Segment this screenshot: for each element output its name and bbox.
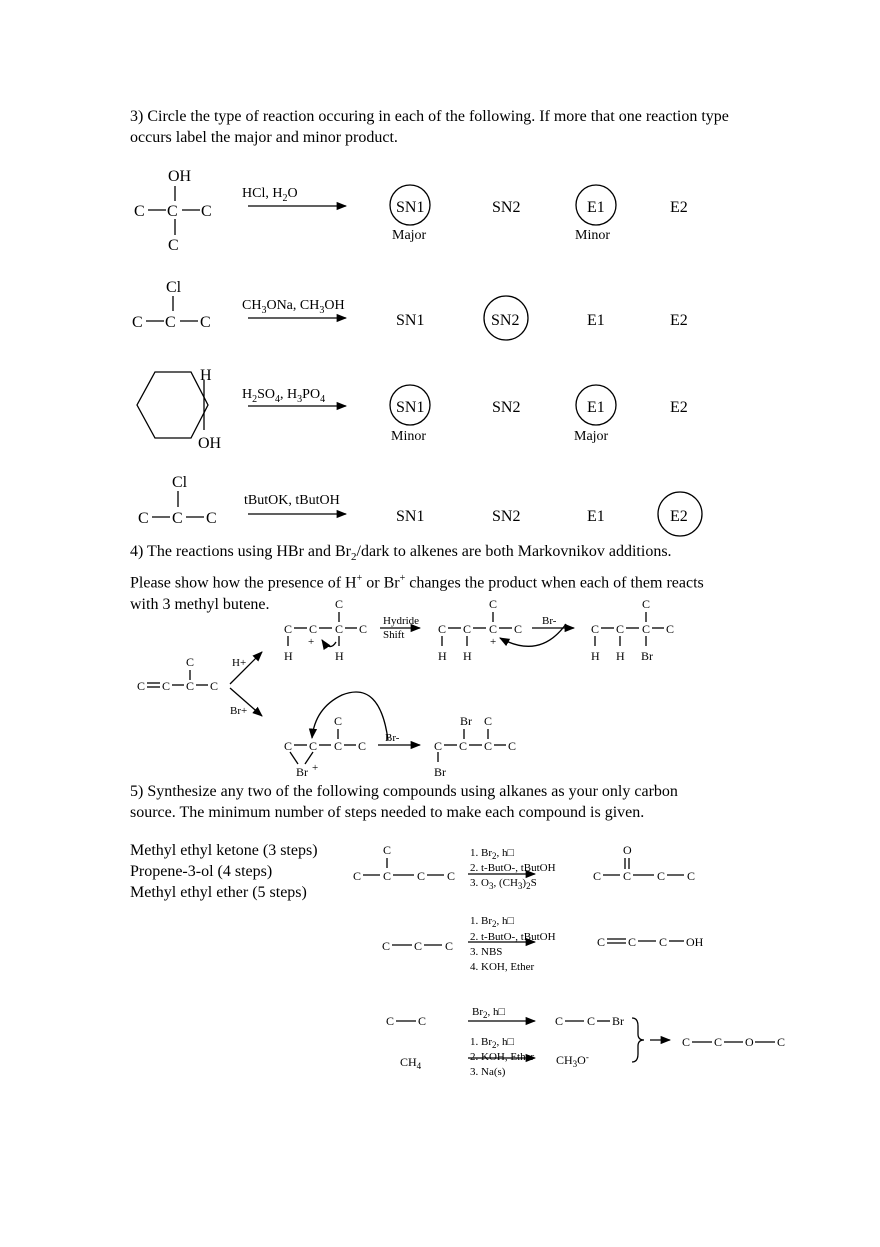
q4-h-plus: H+	[232, 657, 247, 669]
svg-text:C: C	[335, 622, 344, 636]
q5-route2-step4: 4. KOH, Ether	[470, 961, 535, 973]
svg-text:H: H	[463, 649, 472, 663]
q3-r1-molecule	[134, 168, 212, 254]
target-3: Methyl ethyl ether (5 steps)	[130, 884, 307, 901]
svg-text:C: C	[659, 935, 668, 949]
svg-text:C: C	[132, 314, 143, 331]
q5-route3-step2: 2. KOH, Ether	[470, 1051, 535, 1063]
q3-r1-e2: E2	[670, 199, 688, 216]
svg-text:C: C	[168, 237, 179, 254]
q3-r4-sn1: SN1	[396, 508, 425, 525]
svg-text:C: C	[657, 869, 666, 883]
svg-text:H: H	[616, 649, 625, 663]
question-3-text: 3) Circle the type of reaction occuring in each of the following. If more that one reaction type occurs label the major and minor product.	[130, 108, 729, 146]
q5-route1-product	[593, 843, 695, 883]
svg-text:C: C	[162, 679, 171, 693]
svg-text:C: C	[484, 714, 493, 728]
svg-text:C: C	[200, 314, 211, 331]
svg-text:CH3ONa, CH3OH: $CH_3ONa$, $CH_3OH$	[242, 298, 345, 316]
q3-r3-e1: E1	[587, 399, 605, 416]
q3-r1-minor: Minor	[575, 228, 610, 243]
svg-text:C: C	[623, 869, 632, 883]
q3-r2-e1: E1	[587, 312, 605, 329]
svg-text:C: C	[628, 935, 637, 949]
svg-text:Cl: Cl	[166, 279, 182, 296]
svg-text:C: C	[382, 939, 391, 953]
svg-text:C: C	[597, 935, 606, 949]
q3-r4-molecule	[138, 474, 217, 527]
svg-text:C: C	[445, 939, 454, 953]
q4-br-plus: Br+	[230, 705, 248, 717]
svg-text:C: C	[459, 739, 468, 753]
svg-text:C: C	[334, 714, 343, 728]
svg-text:C: C	[353, 869, 362, 883]
svg-text:C: C	[508, 739, 517, 753]
q5-route1-start	[353, 843, 455, 883]
svg-text:H: H	[284, 649, 293, 663]
q5-route3-ethane	[386, 1014, 426, 1028]
svg-text:+: +	[490, 636, 497, 648]
q3-r3-molecule	[137, 367, 222, 452]
svg-text:C: C	[167, 203, 178, 220]
svg-text:C: C	[514, 622, 523, 636]
svg-text:C: C	[335, 597, 344, 611]
q5-methane: $CH_4$	[400, 1055, 422, 1071]
svg-text:C: C	[358, 739, 367, 753]
q3-r4-arrow	[244, 493, 346, 514]
q3-r2-e2: E2	[670, 312, 688, 329]
q5-route3-step3: 3. Na(s)	[470, 1066, 506, 1078]
svg-text:C: C	[489, 597, 498, 611]
svg-text:C: C	[137, 679, 146, 693]
q4-br-minus-2: Br-	[385, 732, 400, 744]
svg-text:H2SO4, H3PO4: $H_2SO_4$, $H_3PO_4$	[242, 387, 326, 405]
svg-text:C: C	[201, 203, 212, 220]
q3-r1-arrow	[242, 186, 346, 206]
svg-text:C: C	[186, 655, 195, 669]
svg-text:C: C	[418, 1014, 427, 1028]
svg-text:Br: Br	[296, 765, 308, 779]
q5-route3-bromoethane	[555, 1014, 624, 1028]
svg-text:C: C	[172, 510, 183, 527]
q5-brace	[632, 1018, 644, 1062]
svg-text:C: C	[687, 869, 696, 883]
svg-text:C: C	[334, 739, 343, 753]
svg-text:O: O	[745, 1035, 754, 1049]
q5-route3-top: $Br_2$, h□	[472, 1006, 506, 1020]
q3-r2-arrow	[242, 298, 346, 318]
svg-text:C: C	[447, 869, 456, 883]
svg-text:C: C	[134, 203, 145, 220]
svg-text:C: C	[186, 679, 195, 693]
svg-text:Br: Br	[434, 765, 446, 779]
svg-text:OH: OH	[168, 168, 192, 185]
svg-text:C: C	[714, 1035, 723, 1049]
svg-text:H: H	[200, 367, 212, 384]
q5-route1-step1: 1. $Br_2$, h□	[470, 847, 515, 861]
svg-text:H: H	[335, 649, 344, 663]
q4-shift: Shift	[383, 629, 405, 641]
svg-text:Cl: Cl	[172, 474, 188, 491]
q5-route2-step1: 1. $Br_2$, h□	[470, 915, 515, 929]
svg-text:C: C	[438, 622, 447, 636]
target-1: Methyl ethyl ketone (3 steps)	[130, 842, 318, 859]
q3-r3-sn1: SN1	[396, 399, 425, 416]
q4-line1: 4) The reactions using HBr and $Br_2$/dark to alkenes are both Markovnikov additions.	[130, 543, 672, 564]
svg-text:H: H	[438, 649, 447, 663]
q4-starting-alkene	[137, 655, 218, 693]
q5-line2: source. The minimum number of steps needed to make each compound is given.	[130, 804, 645, 821]
svg-text:C: C	[138, 510, 149, 527]
q5-route3-product	[682, 1035, 785, 1049]
q4-carbocation-1	[284, 597, 367, 663]
svg-text:+: +	[312, 762, 319, 774]
q3-r3-major: Major	[574, 429, 609, 444]
svg-text:C: C	[383, 843, 392, 857]
q5-methoxide: $CH_3O^-$	[556, 1052, 589, 1069]
svg-text:tButOK, tButOH: tButOK, tButOH	[244, 493, 340, 508]
q5-route2-step3: 3. NBS	[470, 946, 503, 958]
svg-text:C: C	[383, 869, 392, 883]
svg-text:Br: Br	[612, 1014, 624, 1028]
svg-text:C: C	[616, 622, 625, 636]
q3-r1-sn2: SN2	[492, 199, 521, 216]
svg-text:Br: Br	[641, 649, 653, 663]
q4-carbocation-2	[438, 597, 566, 663]
q4-line3: with 3 methyl butene.	[130, 595, 270, 613]
q3-r3-arrow	[242, 387, 346, 406]
svg-text:C: C	[309, 622, 318, 636]
svg-text:HCl, H2O: HCl, $H_2O$	[242, 186, 298, 204]
svg-text:C: C	[484, 739, 493, 753]
q3-r3-minor: Minor	[391, 429, 426, 444]
q3-r1-sn1: SN1	[396, 199, 425, 216]
q5-route2-product	[597, 935, 704, 949]
svg-text:C: C	[642, 622, 651, 636]
q3-r2-sn2: SN2	[491, 312, 520, 329]
q3-r3-e2: E2	[670, 399, 688, 416]
q5-route2-step2: 2. t-ButO-, tButOH	[470, 931, 556, 943]
svg-text:C: C	[666, 622, 675, 636]
q5-route1-step3: 3. $O_3$, $(CH_3)_2S$	[470, 877, 537, 891]
svg-text:C: C	[210, 679, 219, 693]
svg-text:OH: OH	[198, 435, 222, 452]
svg-text:O: O	[623, 843, 632, 857]
svg-text:C: C	[591, 622, 600, 636]
q4-product-2	[434, 714, 516, 779]
svg-text:C: C	[414, 939, 423, 953]
svg-text:C: C	[489, 622, 498, 636]
svg-text:C: C	[284, 622, 293, 636]
svg-text:C: C	[359, 622, 368, 636]
svg-text:C: C	[434, 739, 443, 753]
svg-text:C: C	[284, 739, 293, 753]
svg-text:C: C	[587, 1014, 596, 1028]
svg-text:C: C	[682, 1035, 691, 1049]
q3-r1-major: Major	[392, 228, 427, 243]
q3-r2-molecule	[132, 279, 211, 331]
svg-text:C: C	[417, 869, 426, 883]
svg-text:H: H	[591, 649, 600, 663]
svg-text:Br: Br	[460, 714, 472, 728]
q5-line1: 5) Synthesize any two of the following compounds using alkanes as your only carbon	[130, 783, 678, 800]
svg-text:C: C	[642, 597, 651, 611]
svg-text:+: +	[308, 636, 315, 648]
svg-text:C: C	[777, 1035, 786, 1049]
q3-r3-sn2: SN2	[492, 399, 521, 416]
svg-text:C: C	[165, 314, 176, 331]
svg-text:OH: OH	[686, 935, 704, 949]
q4-br-minus-1: Br-	[542, 615, 557, 627]
target-2: Propene-3-ol (4 steps)	[130, 863, 273, 880]
svg-text:C: C	[593, 869, 602, 883]
q3-r1-e1: E1	[587, 199, 605, 216]
svg-text:C: C	[463, 622, 472, 636]
q4-line2: Please show how the presence of H+ or Br+ changes the product when each of them reacts	[130, 573, 704, 592]
svg-text:C: C	[309, 739, 318, 753]
q5-route2-start	[382, 939, 453, 953]
svg-text:C: C	[555, 1014, 564, 1028]
svg-text:C: C	[206, 510, 217, 527]
q5-route3-step1: 1. $Br_2$, h□	[470, 1036, 515, 1050]
q3-r4-e2: E2	[670, 508, 688, 525]
q4-hydride: Hydride	[383, 615, 420, 627]
q4-product-1	[591, 597, 674, 663]
q5-route1-step2: 2. t-ButO-, tButOH	[470, 862, 556, 874]
q4-bromonium	[284, 692, 388, 779]
q3-r4-e1: E1	[587, 508, 605, 525]
q3-r2-sn1: SN1	[396, 312, 425, 329]
q3-r4-sn2: SN2	[492, 508, 521, 525]
svg-text:C: C	[386, 1014, 395, 1028]
